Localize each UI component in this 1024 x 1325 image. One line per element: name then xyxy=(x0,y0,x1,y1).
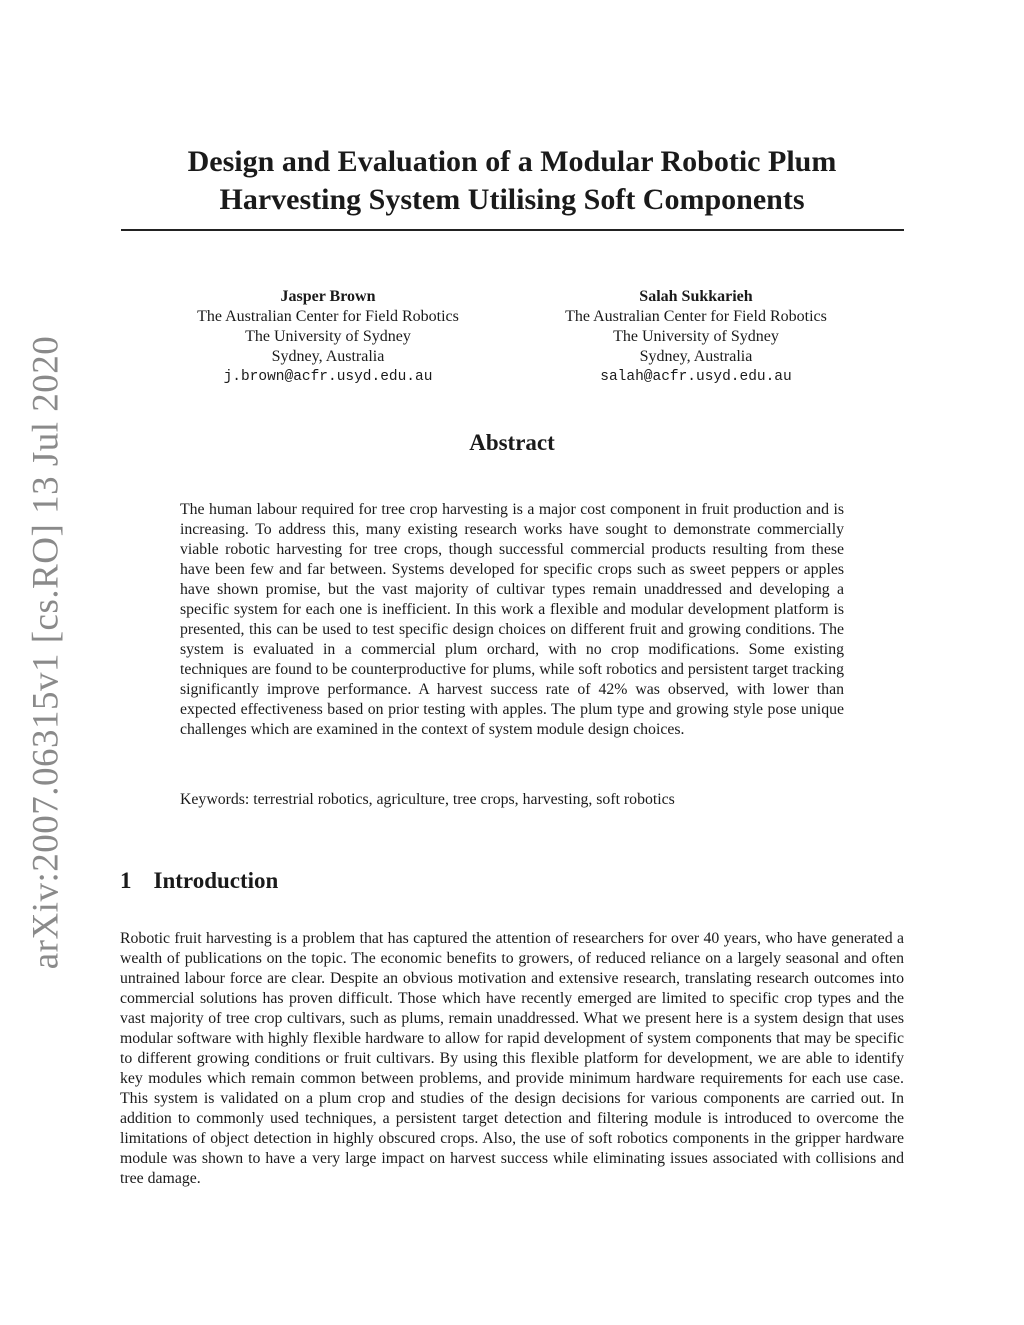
arxiv-identifier xyxy=(22,335,70,970)
author-block-1 xyxy=(158,287,498,387)
author-location: Sydney, Australia xyxy=(271,348,385,365)
author-email: salah@acfr.usyd.edu.au xyxy=(600,369,792,385)
author-affiliation: The Australian Center for Field Robotics xyxy=(197,308,459,325)
author-block-2 xyxy=(526,287,866,387)
paper-title: Design and Evaluation of a Modular Robotic Plum Harvesting System Utilising Soft Components xyxy=(187,145,837,216)
section-number: 1 xyxy=(120,868,132,893)
title-divider xyxy=(121,229,904,231)
introduction-body: Robotic fruit harvesting is a problem that has captured the attention of researchers for over 40 years, who have generated a wealth of publications on the topic. The economic benefits to growers, of reduced reliance on a largely seasonal and often untrained labour force are clear. Despite an obvious motivation and extensive research, translating research outcomes into commercial solutions has proven difficult. Those which have recently emerged are limited to specific crop types and the vast majority of tree crop cultivars, such as plums, remain unaddressed. What we present here is a system design that uses modular software with highly flexible hardware to allow for rapid development of system components that may be specific to different growing conditions or fruit cultivars. By using this flexible platform for development, we are able to identify key modules which remain common between problems, and provide minimum hardware requirements for each use case. This system is validated on a plum crop and studies of the design decisions for various components are carried out. In addition to commonly used techniques, a persistent target detection and filtering module is introduced to overcome the limitations of object detection in highly obscured crops. Also, the use of soft robotics components in the gripper hardware module was shown to have a very large impact on harvest success while eliminating issues associated with collisions and tree damage. xyxy=(120,930,904,1187)
author-name: Salah Sukkarieh xyxy=(639,288,753,305)
author-university: The University of Sydney xyxy=(245,328,411,345)
author-location: Sydney, Australia xyxy=(639,348,753,365)
arxiv-identifier-text: arXiv:2007.06315v1 [cs.RO] 13 Jul 2020 xyxy=(25,335,67,970)
author-university: The University of Sydney xyxy=(613,328,779,345)
section-title: Introduction xyxy=(153,868,279,893)
abstract-heading: Abstract xyxy=(469,430,555,455)
author-name: Jasper Brown xyxy=(280,288,376,305)
abstract-body: The human labour required for tree crop harvesting is a major cost component in fruit production and is increasing. To address this, many existing research works have sought to demonstrate commercially viable robotic harvesting for tree crops, though successful commercial products resulting from these have been few and far between. Systems developed for specific crops such as sweet peppers or apples have shown promise, but the vast majority of cultivar types remain unaddressed and developing a specific system for each one is inefficient. In this work a flexible and modular development platform is presented, this can be used to test specific design choices on different fruit and growing conditions. The system is evaluated in a commercial plum orchard, with no crop modifications. Some existing techniques are found to be counterproductive for plums, while soft robotics and persistent target tracking significantly improve performance. A harvest success rate of 42% was observed, with lower than expected effectiveness based on prior testing with apples. The plum type and growing style pose unique challenges which are examined in the context of system module design choices. xyxy=(180,501,844,738)
section-heading xyxy=(120,868,278,894)
author-email: j.brown@acfr.usyd.edu.au xyxy=(223,369,433,385)
keywords: Keywords: terrestrial robotics, agriculture, tree crops, harvesting, soft robotics xyxy=(180,791,675,808)
author-affiliation: The Australian Center for Field Robotics xyxy=(565,308,827,325)
